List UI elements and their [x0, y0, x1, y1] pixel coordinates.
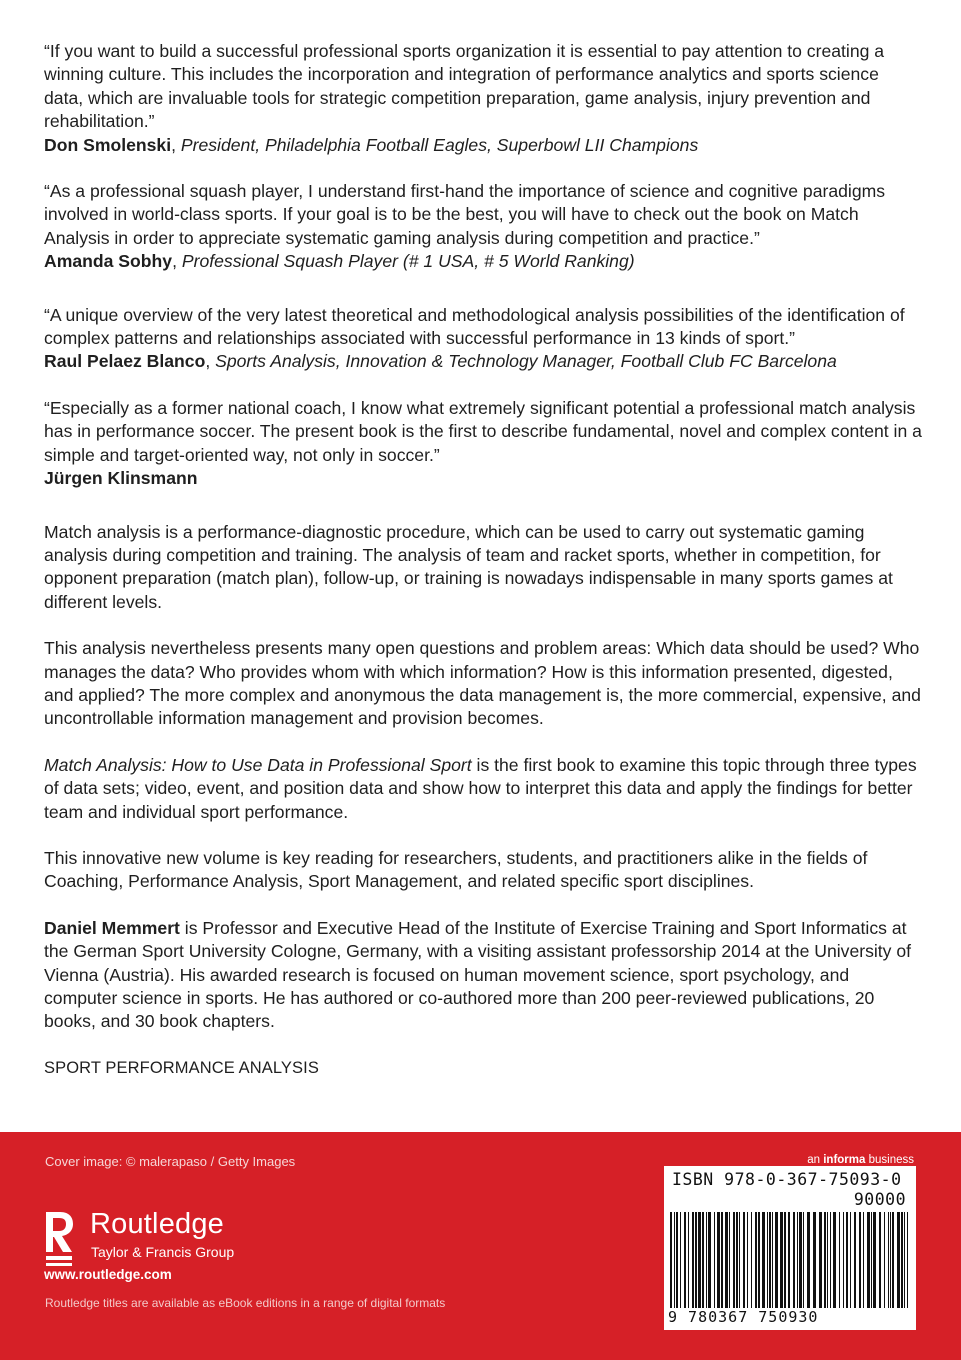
- barcode-bar: [884, 1212, 885, 1308]
- quote-text: “A unique overview of the very latest theoretical and methodological analysis possibilities of the identification of complex patterns and relationships associated with successful performance in 13 kinds of sport.”: [44, 304, 905, 349]
- barcode-bar: [702, 1212, 704, 1308]
- routledge-mark-icon: [44, 1210, 74, 1268]
- barcode-bar: [799, 1212, 802, 1308]
- barcode-bar: [733, 1212, 735, 1308]
- barcode-bar: [684, 1212, 686, 1308]
- barcode-bar: [676, 1212, 678, 1308]
- barcode-bar: [907, 1212, 908, 1308]
- publisher-footer-band: [0, 1132, 961, 1360]
- barcode-bar: [680, 1212, 681, 1308]
- barcode-bar: [867, 1212, 870, 1308]
- barcode-bar: [767, 1212, 768, 1308]
- barcode-bar: [824, 1212, 826, 1308]
- endorser-name: Raul Pelaez Blanco: [44, 351, 206, 372]
- barcode-bar: [788, 1212, 790, 1308]
- endorser-name: Amanda Sobhy: [44, 251, 173, 272]
- publisher-url[interactable]: www.routledge.com: [44, 1267, 172, 1282]
- barcode-bar: [813, 1212, 816, 1308]
- barcode-bar: [833, 1212, 836, 1308]
- barcode-bar: [846, 1212, 848, 1308]
- barcode-bar: [897, 1212, 900, 1308]
- barcode-bar: [706, 1212, 707, 1308]
- author-name: Daniel Memmert: [44, 917, 180, 938]
- barcode-bar: [854, 1212, 856, 1308]
- barcode-bars: [668, 1212, 912, 1308]
- barcode-bar: [775, 1212, 778, 1308]
- barcode-bar: [772, 1212, 773, 1308]
- barcode-bar: [904, 1212, 905, 1308]
- description-paragraph: This analysis nevertheless presents many open questions and problem areas: Which data should be used? Who manages the data? Who provides whom with which information? How is this information presented, digested, and applied? The more complex and anonymous the data management is, the more commercial, expensive, and uncontrollable information management and provision becomes.: [44, 638, 921, 729]
- barcode-bar: [717, 1212, 720, 1308]
- informa-tagline: [807, 1154, 914, 1166]
- barcode-bar: [819, 1212, 822, 1308]
- barcode-bar: [830, 1212, 831, 1308]
- barcode-bar: [758, 1212, 760, 1308]
- quote-attribution: [44, 467, 922, 490]
- barcode-bar: [721, 1212, 723, 1308]
- endorser-role: Professional Squash Player (# 1 USA, # 5 World Ranking): [181, 251, 635, 272]
- endorsement-quote: [44, 40, 922, 157]
- barcode-bar: [888, 1212, 889, 1308]
- series-label: SPORT PERFORMANCE ANALYSIS: [44, 1058, 319, 1077]
- barcode-bar: [850, 1212, 851, 1308]
- routledge-logo: [44, 1210, 244, 1286]
- book-title: Match Analysis: How to Use Data in Professional Sport: [44, 754, 472, 775]
- description-paragraph: [44, 754, 922, 824]
- barcode-bar: [755, 1212, 757, 1308]
- endorsement-quote: [44, 397, 922, 491]
- quote-text: “Especially as a former national coach, I know what extremely significant potential a professional match analysis has in performance soccer. The present book is the first to describe fundamental, novel and complex content in a simple and target-oriented way, not only in soccer.”: [44, 397, 922, 465]
- barcode-bar: [736, 1212, 738, 1308]
- barcode-bar: [871, 1212, 872, 1308]
- barcode-bar: [873, 1212, 876, 1308]
- barcode-bar: [751, 1212, 752, 1308]
- barcode-bar: [839, 1212, 840, 1308]
- author-bio: [44, 917, 922, 1034]
- barcode-bar: [725, 1212, 728, 1308]
- barcode-bar: [863, 1212, 864, 1308]
- informa-suffix: business: [865, 1154, 914, 1166]
- barcode-bar: [859, 1212, 861, 1308]
- back-cover-text: [44, 40, 922, 1080]
- endorsement-quote: [44, 180, 922, 274]
- endorser-name: Jürgen Klinsmann: [44, 468, 198, 489]
- quote-attribution: Don Smolenski, President, Philadelphia Football Eagles, Superbowl LII Champions: [44, 134, 699, 155]
- barcode-bar: [901, 1212, 903, 1308]
- barcode-bar: [762, 1212, 765, 1308]
- publisher-group: Taylor & Francis Group: [91, 1244, 235, 1260]
- barcode-bar: [827, 1212, 828, 1308]
- barcode-bar: [688, 1212, 689, 1308]
- barcode-bar: [743, 1212, 745, 1308]
- barcode-bar: [698, 1212, 701, 1308]
- barcode-bar: [739, 1212, 740, 1308]
- informa-prefix: an: [807, 1154, 824, 1166]
- barcode-bar: [780, 1212, 783, 1308]
- barcode-bar: [769, 1212, 771, 1308]
- barcode-bar: [807, 1212, 810, 1308]
- author-bio-text: is Professor and Executive Head of the Institute of Exercise Training and Sport Informatics at the German Sport University Cologne, Germany, with a visiting assistant professorship 2014 at the University of Vienna (Austria). His awarded research is focused on human movement science, sport psychology, and computer science in sports. He has authored or co-authored more than 200 peer-reviewed publications, 20 books, and 30 book chapters.: [44, 917, 912, 1032]
- description-paragraph: This innovative new volume is key reading for researchers, students, and practitioners alike in the fields of Coaching, Performance Analysis, Sport Management, and related specific sport disciplines.: [44, 847, 868, 892]
- barcode-bar: [670, 1212, 672, 1308]
- barcode-bar: [784, 1212, 786, 1308]
- barcode-bar: [879, 1212, 881, 1308]
- quote-attribution: Raul Pelaez Blanco, Sports Analysis, Innovation & Technology Manager, Football Club FC Barcelona: [44, 351, 837, 372]
- description-text: is the first book to examine this topic through three types of data sets; video, event, and position data and show how to interpret this data and apply the findings for better team and individual sport performance.: [44, 754, 917, 822]
- barcode-digits: 9 780367 750930: [668, 1308, 819, 1326]
- description-paragraph: Match analysis is a performance-diagnostic procedure, which can be used to carry out systematic gaming analysis during competition and training. The analysis of team and racket sports, whether in competition, for opponent preparation (match plan), follow-up, or training is nowadays indispensable in many sports games at different levels.: [44, 521, 893, 612]
- barcode-bar: [714, 1212, 715, 1308]
- endorser-role: Sports Analysis, Innovation & Technology Manager, Football Club FC Barcelona: [215, 351, 837, 372]
- barcode-bar: [797, 1212, 798, 1308]
- isbn-barcode: [664, 1166, 916, 1330]
- quote-text: “As a professional squash player, I understand first-hand the importance of science and cognitive paradigms involved in world-class sports. If your goal is to be the best, you will have to check out the book on Match Analysis in order to appreciate systematic gaming analysis during competition and practice.”: [44, 181, 886, 248]
- ebook-availability-note: Routledge titles are available as eBook editions in a range of digital formats: [45, 1296, 446, 1310]
- barcode-bar: [674, 1212, 675, 1308]
- endorser-role: President, Philadelphia Football Eagles, Superbowl LII Champions: [180, 134, 699, 155]
- barcode-bar: [803, 1212, 804, 1308]
- isbn-number: ISBN 978-0-367-75093-0: [672, 1170, 902, 1189]
- informa-brand: informa: [823, 1154, 866, 1166]
- barcode-bar: [892, 1212, 894, 1308]
- cover-image-credit: Cover image: © malerapaso / Getty Images: [45, 1154, 296, 1169]
- barcode-bar: [729, 1212, 730, 1308]
- publisher-name: Routledge: [90, 1208, 225, 1240]
- endorser-name: Don Smolenski: [44, 134, 172, 155]
- barcode-bar: [747, 1212, 748, 1308]
- barcode-bar: [793, 1212, 795, 1308]
- quote-text: “If you want to build a successful professional sports organization it is essential to pay attention to creating a winning culture. This includes the incorporation and integration of performance analytics and sports science data, which are invaluable tools for strategic competition preparation, game analysis, injury prevention and rehabilitation.”: [44, 41, 885, 132]
- quote-attribution: Amanda Sobhy, Professional Squash Player (# 1 USA, # 5 World Ranking): [44, 251, 635, 272]
- barcode-bar: [692, 1212, 694, 1308]
- price-code: 90000: [853, 1190, 906, 1209]
- barcode-bar: [843, 1212, 844, 1308]
- barcode-bar: [890, 1212, 891, 1308]
- barcode-bar: [695, 1212, 697, 1308]
- barcode-bar: [708, 1212, 711, 1308]
- endorsement-quote: [44, 304, 922, 374]
